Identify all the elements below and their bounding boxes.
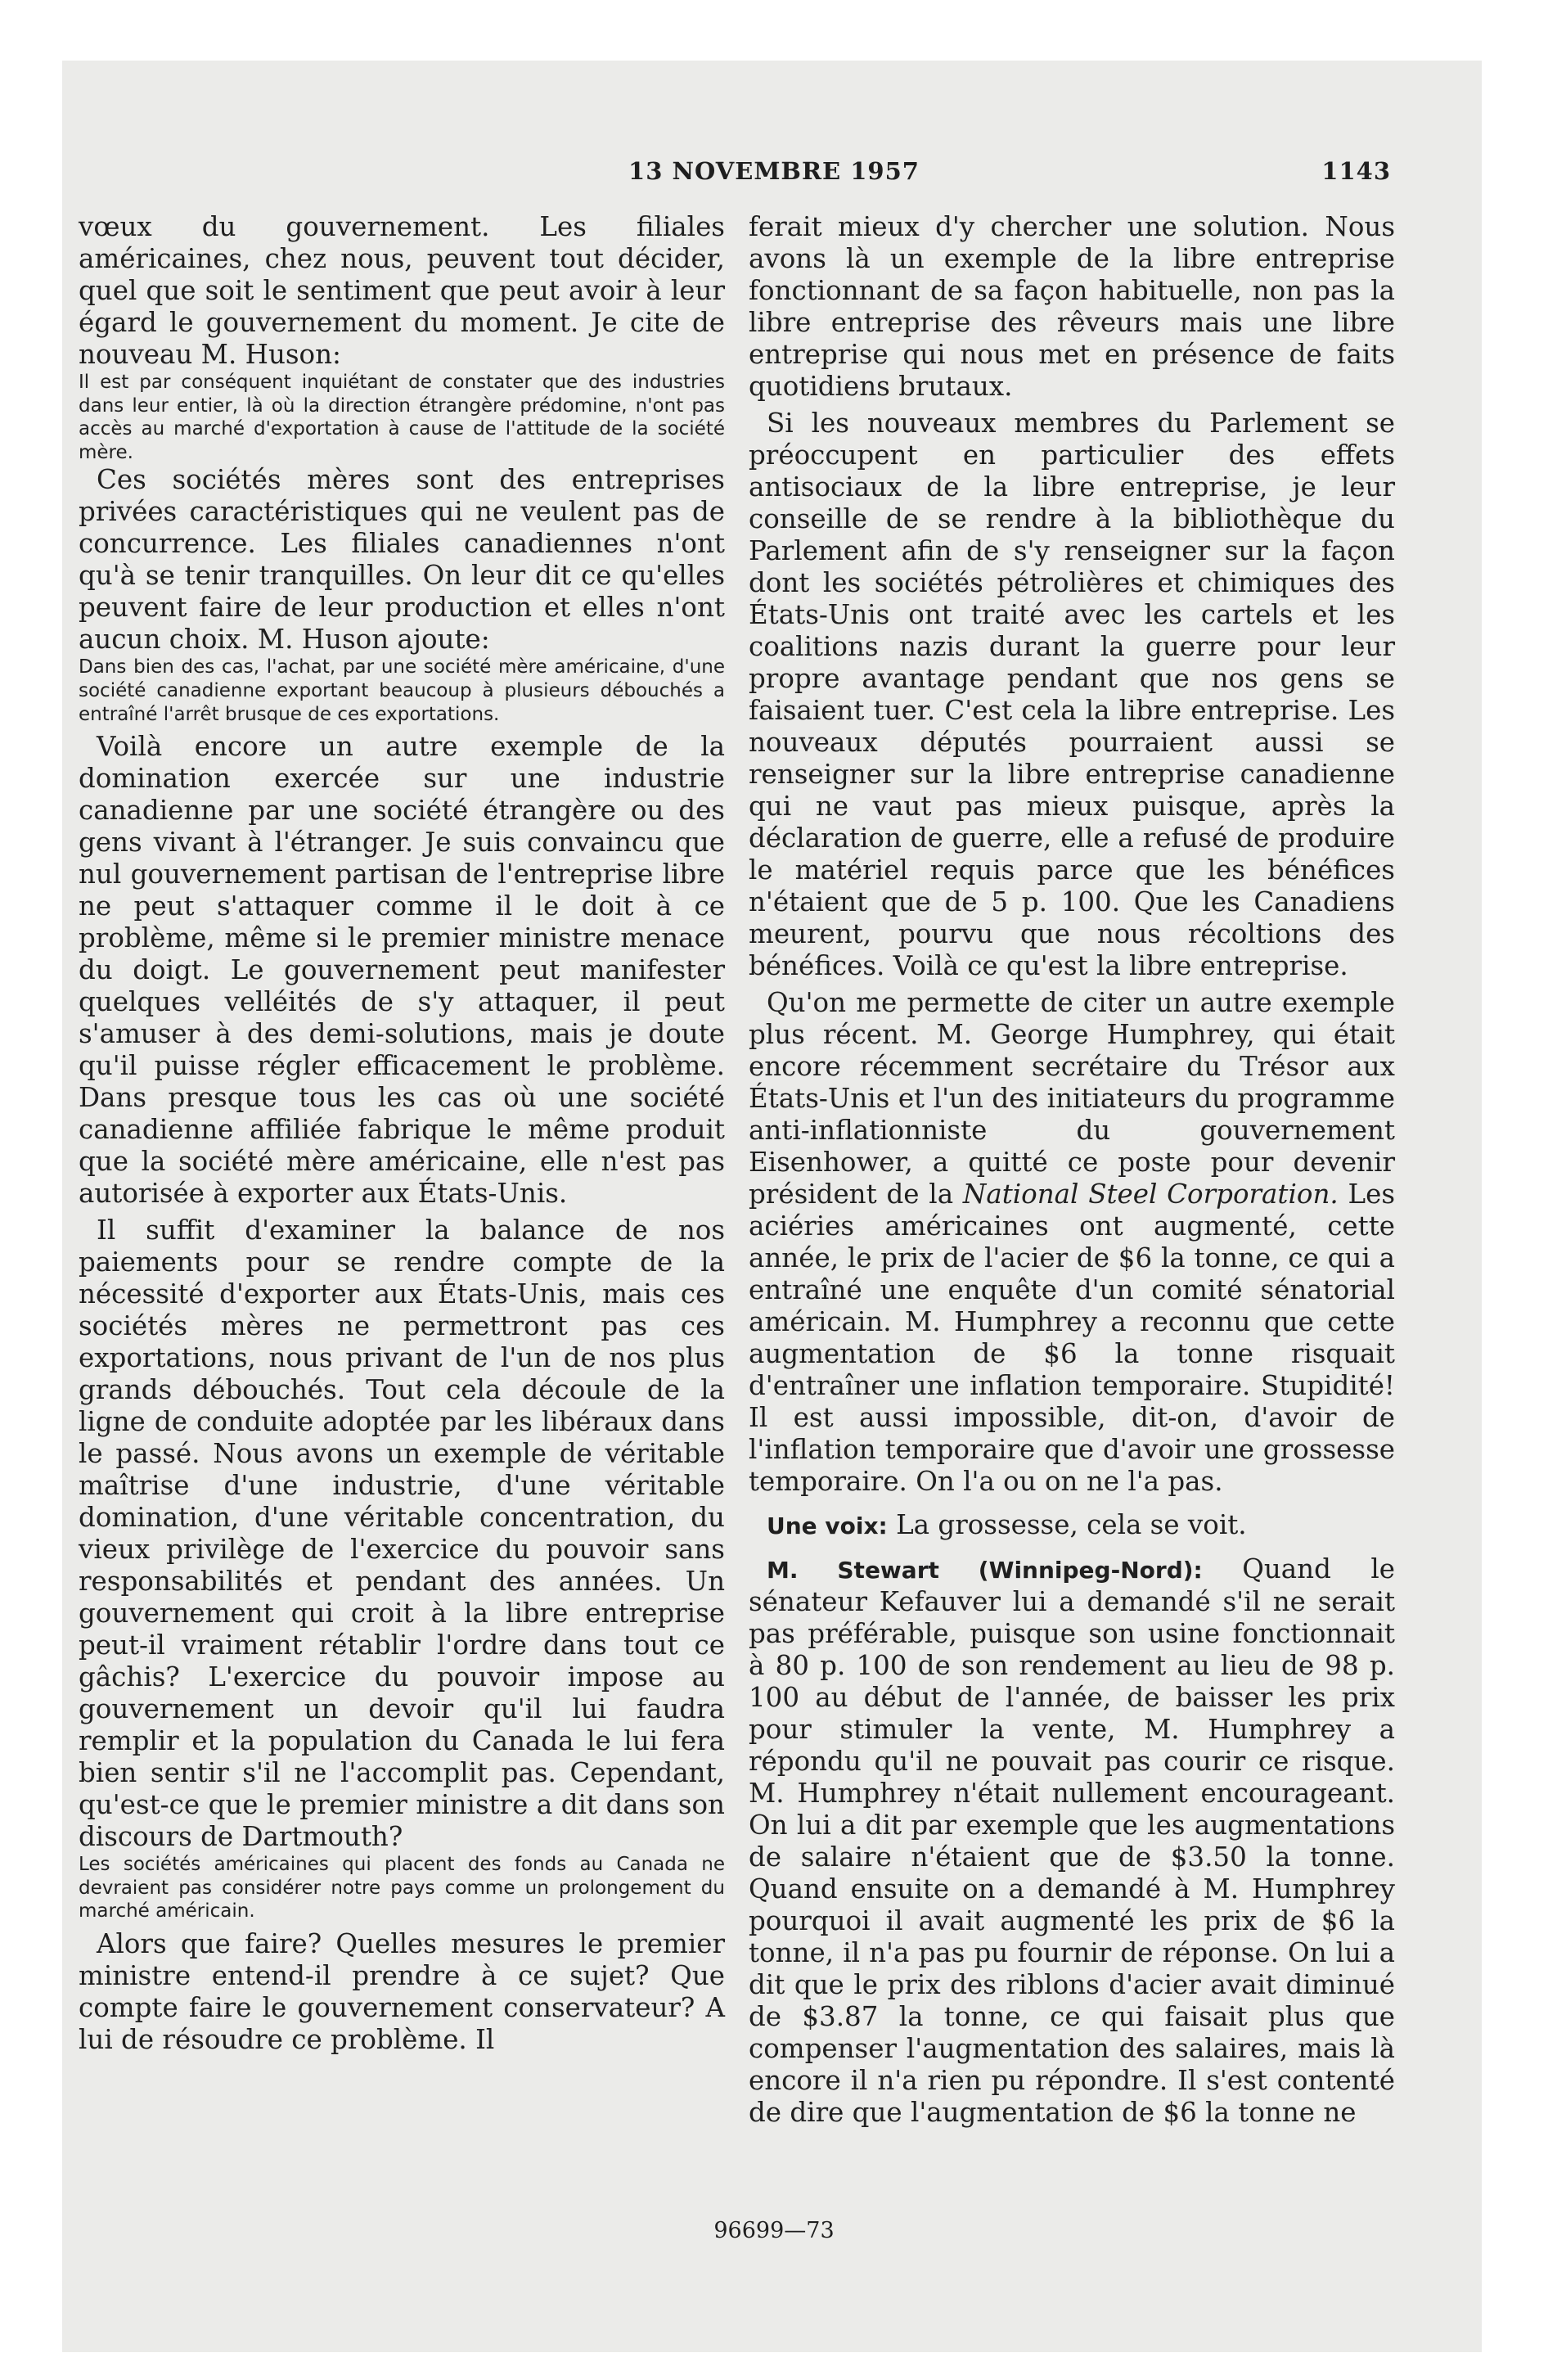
quote-2: Dans bien des cas, l'achat, par une société mère américaine, d'une société canadienne exportant beaucoup à plusieurs débouchés a entraîné l'arrêt brusque de ces exportations. <box>79 656 725 725</box>
header-date: 13 NOVEMBRE 1957 <box>628 157 920 185</box>
left-column <box>79 211 725 2056</box>
footer-signature: 96699—73 <box>713 2218 835 2243</box>
right-paragraph-2: Si les nouveaux membres du Parlement se préoccupent en particulier des effets antisociaux de la libre entreprise, je leur conseille de se rendre à la bibliothèque du Parlement afin de s'y renseigner sur la façon dont les sociétés pétrolières et chimiques des États-Unis ont traité avec les cartels et les coalitions nazis durant la guerre pour leur propre avantage pendant que nos gens se faisaient tuer. C'est cela la libre entreprise. Les nouveaux députés pourraient aussi se renseigner sur la libre entreprise canadienne qui ne vaut pas mieux puisque, après la déclaration de guerre, elle a refusé de produire le matériel requis parce que les bénéfices n'étaient que de 5 p. 100. Que les Canadiens meurent, pourvu que nous récoltions des bénéfices. Voilà ce qu'est la libre entreprise. <box>749 408 1395 981</box>
right-paragraph-1: ferait mieux d'y chercher une solution. Nous avons là un exemple de la libre entreprise fonctionnant de sa façon habituelle, non pas la libre entreprise des rêveurs mais une libre entreprise qui nous met en présence de faits quotidiens brutaux. <box>749 211 1395 402</box>
speech-text: Quand le sénateur Kefauver lui a demandé s'il ne serait pas préférable, puisque son usine fonctionnait à 80 p. 100 de son rendement au lieu de 98 p. 100 au début de l'année, de baisser les prix pour stimuler la vente, M. Humphrey a répondu qu'il ne pouvait pas courir ce risque. M. Humphrey n'était nullement encourageant. On lui a dit par exemple que les augmentations de salaire n'étaient que de $3.50 la tonne. Quand ensuite on a demandé à M. Humphrey pourquoi il avait augmenté les prix de $6 la tonne, il n'a pas pu fournir de réponse. On lui a dit que le prix des riblons d'acier avait diminué de $3.87 la tonne, ce qui faisait plus que compenser l'augmentation des salaires, mais là encore il n'a rien pu répondre. Il s'est contenté de dire que l'augmentation de $6 la tonne ne <box>749 1553 1395 2128</box>
speech <box>749 1553 1395 2129</box>
left-paragraph-5: Alors que faire? Quelles mesures le premier ministre entend-il prendre à ce sujet? Que compte faire le gouvernement conservateur? A lui de résoudre ce problème. Il <box>79 1927 725 2055</box>
right-paragraph-3-part-b: Les aciéries américaines ont augmenté, cette année, le prix de l'acier de $6 la tonne, ce qui a entraîné une enquête d'un comité sénatorial américain. M. Humphrey a reconnu que cette augmentation de $6 la tonne risquait d'entraîner une inflation temporaire. Stupidité! Il est aussi impossible, dit-on, d'avoir de l'inflation temporaire que d'avoir une grossesse temporaire. On l'a ou on ne l'a pas. <box>749 1179 1396 1497</box>
left-paragraph-4: Il suffit d'examiner la balance de nos paiements pour se rendre compte de la nécessité d'exporter aux États-Unis, mais ces sociétés mères ne permettront pas ces exportations, nous privant de l'un de nos plus grands débouchés. Tout cela découle de la ligne de conduite adoptée par les libéraux dans le passé. Nous avons un exemple de véritable maîtrise d'une industrie, d'une véritable domination, d'une véritable concentration, du vieux privilège de l'exercice du pouvoir sans responsabilités et pendant des années. Un gouvernement qui croit à la libre entreprise peut-il vraiment rétablir l'ordre dans tout ce gâchis? L'exercice du pouvoir impose au gouvernement un devoir qu'il lui faudra remplir et la population du Canada le lui fera bien sentir s'il ne l'accomplit pas. Cependant, qu'est-ce que le premier ministre a dit dans son discours de Dartmouth? <box>79 1215 725 1853</box>
company-name: National Steel Corporation. <box>962 1179 1339 1210</box>
speech-speaker: M. Stewart (Winnipeg-Nord): <box>767 1557 1203 1584</box>
page-number: 1143 <box>1321 157 1391 185</box>
running-header <box>0 157 1548 190</box>
left-paragraph-2: Ces sociétés mères sont des entreprises privées caractéristiques qui ne veulent pas de concurrence. Les filiales canadiennes n'ont qu'à se tenir tranquilles. On leur dit ce qu'elles peuvent faire de leur production et elles n'ont aucun choix. M. Huson ajoute: <box>79 464 725 656</box>
right-column <box>749 211 1395 2129</box>
left-paragraph-1: vœux du gouvernement. Les filiales américaines, chez nous, peuvent tout décider, quel que soit le sentiment que peut avoir à leur égard le gouvernement du moment. Je cite de nouveau M. Huson: <box>79 211 725 370</box>
left-paragraph-3: Voilà encore un autre exemple de la domination exercée sur une industrie canadienne par une société étrangère ou des gens vivant à l'étranger. Je suis convaincu que nul gouvernement partisan de l'entreprise libre ne peut s'attaquer comme il le doit à ce problème, même si le premier ministre menace du doigt. Le gouvernement peut manifester quelques velléités de s'y attaquer, il peut s'amuser à des demi-solutions, mais je doute qu'il puisse régler efficacement le problème. Dans presque tous les cas où une société canadienne affiliée fabrique le même produit que la société mère américaine, elle n'est pas autorisée à exporter aux États-Unis. <box>79 731 725 1210</box>
right-paragraph-3 <box>749 987 1395 1498</box>
interjection <box>749 1509 1395 1542</box>
interjection-text: La grossesse, cela se voit. <box>887 1509 1247 1540</box>
quote-3: Les sociétés américaines qui placent des fonds au Canada ne devraient pas considérer notre pays comme un prolongement du marché américain. <box>79 1854 725 1922</box>
interjection-speaker: Une voix: <box>767 1512 888 1539</box>
quote-1: Il est par conséquent inquiétant de constater que des industries dans leur entier, là où la direction étrangère prédomine, n'ont pas accès au marché d'exportation à cause de l'attitude de la société mère. <box>79 372 725 463</box>
right-paragraph-3-part-a: Qu'on me permette de citer un autre exemple plus récent. M. George Humphrey, qui était encore récemment secrétaire du Trésor aux États-Unis et l'un des initiateurs du programme anti-inflationniste du gouvernement Eisenhower, a quitté ce poste pour devenir président de la <box>749 987 1395 1210</box>
